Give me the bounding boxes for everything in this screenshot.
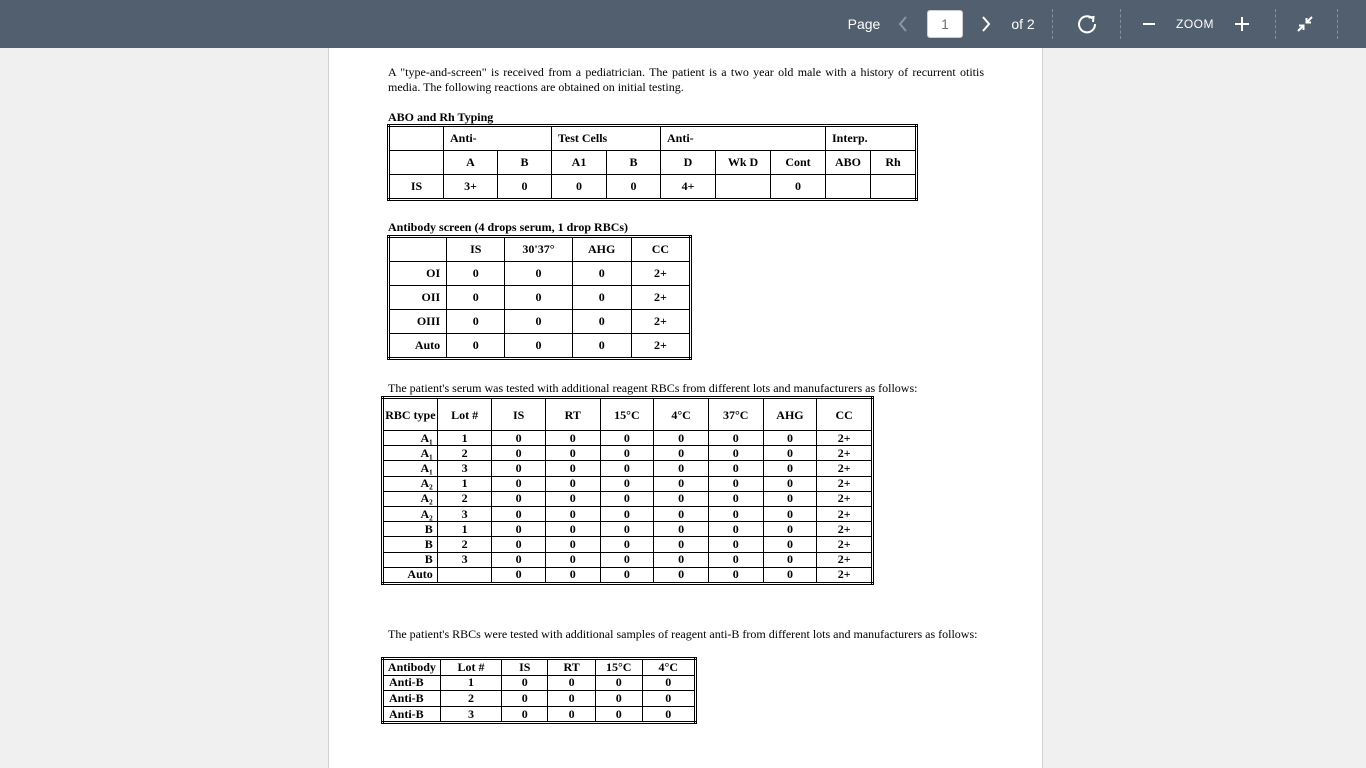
column-header: CC [631,237,690,262]
table-cell: 0 [545,506,600,521]
table-row [389,151,917,175]
table-cell: 0 [502,691,548,707]
row-label: A₁ [383,431,438,446]
minus-icon [1141,16,1157,32]
table-cell: 0 [654,537,709,552]
table-cell: 0 [572,262,631,286]
table-cell: 0 [708,446,763,461]
table-cell: 2 [440,691,501,707]
table-cell: 2+ [817,431,873,446]
table-cell: 0 [763,522,817,537]
row-label: OIII [389,310,447,334]
column-header: IS [447,237,505,262]
table-row [383,461,873,476]
table-cell: 0 [763,537,817,552]
table-cell: 0 [763,431,817,446]
table-cell: 0 [545,491,600,506]
group-header: Interp. [826,126,917,151]
chevron-right-icon [980,15,992,33]
table-cell: 0 [600,506,654,521]
table-cell [826,175,871,200]
table-row [383,706,696,723]
table-cell: 0 [763,446,817,461]
zoom-in-button[interactable] [1230,0,1254,48]
table-row [383,398,873,431]
table-cell: 0 [763,476,817,491]
row-label: Anti-B [383,691,441,707]
table-cell: 0 [654,506,709,521]
table-cell: 0 [492,476,546,491]
table-cell: 0 [600,476,654,491]
table-row [383,506,873,521]
page-label: Page [847,16,881,32]
table-cell: 0 [545,537,600,552]
table-cell: 1 [437,522,492,537]
table-cell: 1 [437,431,492,446]
table-cell: 0 [505,334,572,359]
table-cell: 1 [440,675,501,691]
table-cell [389,237,447,262]
table-cell: 2+ [631,286,690,310]
table-row [383,537,873,552]
row-label: Auto [389,334,447,359]
column-header: Lot # [440,659,501,676]
table-cell: 0 [708,522,763,537]
column-header: Cont [771,151,826,175]
table-cell: 0 [600,431,654,446]
table-cell: 0 [447,286,505,310]
pdf-toolbar [0,0,1366,48]
table-cell [389,151,444,175]
column-header: IS [502,659,548,676]
row-label: Anti-B [383,706,441,723]
rotate-icon [1076,13,1098,35]
table-row [383,491,873,506]
table-cell: 3 [437,552,492,567]
toolbar-divider [1337,9,1338,39]
abo-rh-table [387,124,918,201]
table-cell: 0 [708,506,763,521]
table-cell: 3+ [444,175,498,200]
table-cell: 0 [572,286,631,310]
row-label: B [383,552,438,567]
zoom-label: ZOOM [1176,17,1214,31]
column-header: CC [817,398,873,431]
table-cell: 2 [437,537,492,552]
table-cell: 0 [654,446,709,461]
row-label: Anti-B [383,675,441,691]
group-header: Anti- [444,126,552,151]
serum-reagent-table [381,396,874,585]
column-header: 30'37° [505,237,572,262]
column-header: Lot # [437,398,492,431]
table-cell: 0 [654,522,709,537]
row-label: A₂ [383,476,438,491]
table-cell: 0 [492,552,546,567]
table-cell: 0 [492,491,546,506]
column-header: 15°C [595,659,642,676]
table-cell: 0 [771,175,826,200]
table-cell: 0 [708,431,763,446]
screen-heading: Antibody screen (4 drops serum, 1 drop RBCs) [388,220,629,234]
table-cell: 4+ [661,175,716,200]
table-cell: 0 [763,491,817,506]
table-cell: 1 [437,476,492,491]
antibody-screen-table [387,235,692,360]
table-cell: 3 [440,706,501,723]
table-cell: 0 [708,537,763,552]
table-cell: 0 [763,461,817,476]
group-header: Anti- [661,126,826,151]
table-cell: 2+ [631,262,690,286]
column-header: RT [545,398,600,431]
table-row [383,446,873,461]
anti-b-table [381,657,697,724]
intro-paragraph: A "type-and-screen" is received from a pediatrician. The patient is a two year old male with a history of recurrent otitis media. The following reactions are obtained on initial testing. [388,65,984,94]
table-cell: 0 [708,552,763,567]
table-cell: 0 [654,491,709,506]
column-header: B [607,151,661,175]
table-cell: 2+ [817,552,873,567]
table-cell: 0 [572,334,631,359]
previous-page-button[interactable] [891,0,915,48]
row-label: A₂ [383,491,438,506]
table-cell: 2 [437,446,492,461]
table-cell: 0 [654,552,709,567]
table-row [383,431,873,446]
table-row [389,237,691,262]
row-label: Auto [383,567,438,583]
table-cell: 0 [502,675,548,691]
table-cell: 2+ [817,491,873,506]
table-row [389,286,691,310]
table-cell: 0 [600,537,654,552]
table-cell: 0 [545,567,600,583]
table-cell: 2+ [817,461,873,476]
table-cell: 2+ [631,310,690,334]
table-row [389,310,691,334]
table-row [383,552,873,567]
chevron-left-icon [897,15,909,33]
row-label: A₂ [383,506,438,521]
row-label: B [383,522,438,537]
table-cell: 0 [492,506,546,521]
table-row [389,126,917,151]
column-header: A1 [552,151,607,175]
table-cell: 0 [492,522,546,537]
table-cell: 0 [552,175,607,200]
table-cell: 2+ [817,537,873,552]
table-cell: 0 [642,706,695,723]
column-header: 4°C [642,659,695,676]
table-cell: 3 [437,461,492,476]
table-cell: 2+ [817,476,873,491]
table-cell: 0 [763,552,817,567]
table-row [389,262,691,286]
column-header: 37°C [708,398,763,431]
table-row [383,522,873,537]
serum-paragraph: The patient's serum was tested with additional reagent RBCs from different lots and manufacturers as follows: [388,381,918,395]
table-cell: 3 [437,506,492,521]
table-cell: 0 [708,491,763,506]
page-total: of 2 [1011,16,1035,32]
table-cell: 0 [492,461,546,476]
column-header: D [661,151,716,175]
table-cell: 0 [654,476,709,491]
column-header: Rh [871,151,917,175]
toolbar-divider [1275,9,1276,39]
table-cell: 0 [505,286,572,310]
anti-b-paragraph: The patient's RBCs were tested with additional samples of reagent anti-B from different lots and manufacturers as follows: [388,627,978,641]
table-row [383,675,696,691]
table-row [383,567,873,583]
column-header: A [444,151,498,175]
table-cell: 0 [548,691,595,707]
table-cell: 0 [492,431,546,446]
column-header: RBC type [383,398,438,431]
table-cell [716,175,771,200]
column-header: 15°C [600,398,654,431]
table-cell: 2+ [817,446,873,461]
table-cell: 2+ [817,506,873,521]
table-cell: 0 [708,476,763,491]
row-label: OI [389,262,447,286]
row-label: IS [389,175,444,200]
table-cell: 0 [600,552,654,567]
table-cell: 0 [545,431,600,446]
table-cell: 0 [642,675,695,691]
table-cell: 0 [505,262,572,286]
table-cell: 0 [600,522,654,537]
next-page-button[interactable] [974,0,998,48]
table-cell: 0 [654,431,709,446]
table-cell: 0 [545,476,600,491]
table-cell: 0 [572,310,631,334]
document-page [328,48,1043,768]
row-label: A₁ [383,461,438,476]
table-cell: 0 [545,522,600,537]
table-cell: 2+ [817,567,873,583]
group-header: Test Cells [552,126,661,151]
column-header: AHG [763,398,817,431]
table-cell: 0 [447,334,505,359]
table-row [383,691,696,707]
column-header: ABO [826,151,871,175]
table-cell: 0 [600,491,654,506]
column-header: AHG [572,237,631,262]
collapse-icon [1295,14,1315,34]
table-cell: 0 [763,567,817,583]
table-cell: 0 [498,175,552,200]
table-cell: 0 [642,691,695,707]
table-cell: 0 [708,567,763,583]
column-header: Antibody [383,659,441,676]
table-cell: 0 [595,706,642,723]
rotate-button[interactable] [1074,0,1100,48]
table-cell: 0 [654,461,709,476]
column-header: 4°C [654,398,709,431]
table-cell: 0 [595,691,642,707]
table-cell: 0 [600,461,654,476]
table-cell: 0 [492,567,546,583]
column-header: RT [548,659,595,676]
table-cell: 0 [545,446,600,461]
table-cell: 0 [492,446,546,461]
table-cell: 0 [607,175,661,200]
table-cell: 0 [595,675,642,691]
exit-fullscreen-button[interactable] [1293,0,1317,48]
table-cell: 2+ [817,522,873,537]
page-number-input[interactable] [927,10,963,38]
row-label: A₁ [383,446,438,461]
table-row [383,476,873,491]
row-label: OII [389,286,447,310]
table-row [389,175,917,200]
table-cell: 0 [600,567,654,583]
row-label: B [383,537,438,552]
table-cell [437,567,492,583]
abo-heading: ABO and Rh Typing [388,110,494,124]
table-cell: 2+ [631,334,690,359]
table-cell: 0 [447,310,505,334]
table-cell: 0 [502,706,548,723]
plus-icon [1233,15,1251,33]
toolbar-divider [1052,9,1053,39]
table-row [389,334,691,359]
table-cell: 0 [447,262,505,286]
column-header: B [498,151,552,175]
column-header: IS [492,398,546,431]
table-cell: 2 [437,491,492,506]
table-cell: 0 [763,506,817,521]
table-cell: 0 [600,446,654,461]
table-cell [871,175,917,200]
table-cell: 0 [492,537,546,552]
table-cell: 0 [548,675,595,691]
toolbar-divider [1120,9,1121,39]
table-cell: 0 [545,461,600,476]
table-cell: 0 [654,567,709,583]
table-cell: 0 [545,552,600,567]
table-row [383,659,696,676]
table-cell: 0 [708,461,763,476]
table-cell: 0 [548,706,595,723]
zoom-out-button[interactable] [1138,0,1160,48]
table-cell [389,126,444,151]
column-header: Wk D [716,151,771,175]
table-cell: 0 [505,310,572,334]
